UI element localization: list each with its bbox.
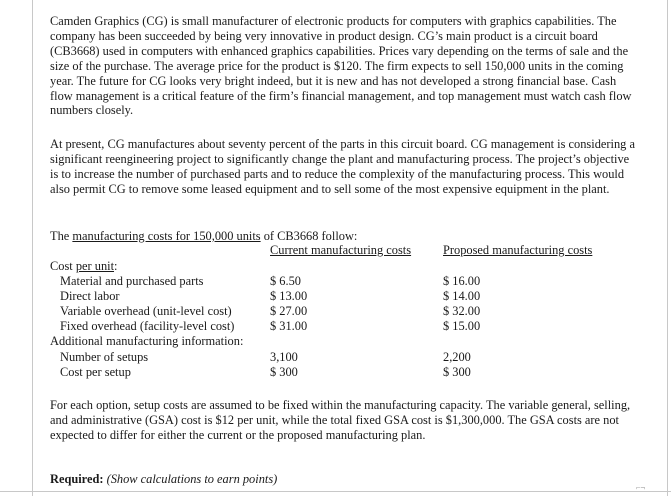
page-border-left — [32, 0, 33, 496]
required-label: Required: — [50, 472, 104, 486]
row-proposed-value: $ 15.00 — [443, 319, 481, 333]
required-line — [50, 472, 277, 487]
cost-table-intro: The manufacturing costs for 150,000 units of CB3668 follow: — [50, 229, 358, 243]
row-current-value: $ 6.50 — [270, 274, 301, 288]
row-label: Direct labor — [60, 289, 120, 303]
column-header-proposed: Proposed manufacturing costs — [443, 243, 593, 257]
row-label: Fixed overhead (facility-level cost) — [60, 319, 235, 333]
row-current-value: $ 13.00 — [270, 289, 308, 303]
row-proposed-value: 2,200 — [443, 350, 471, 364]
row-proposed-value: $ 16.00 — [443, 274, 481, 288]
paragraph-company-overview: Camden Graphics (CG) is small manufacturer of electronic products for computers with graphics capabilities. The company has been succeeded by being very innovative in product design. CG’s main product is a circuit board (CB3668) used in computers with enhanced graphics capabilities. Prices vary depending on the terms of sale and the size of the purchase. The average price for the product is $120. The firm expects to sell 150,000 units in the coming year. The future for CG looks very bright indeed, but it is new and has not developed a strong financial base. Cash flow management is a critical feature of the firm’s financial management, and top management must watch cash flow numbers closely. — [50, 14, 632, 118]
row-current-value: $ 31.00 — [270, 319, 308, 333]
corner-resize-mark: ⌐¬ — [636, 483, 646, 492]
page-border-bottom — [0, 491, 671, 492]
cost-per-unit-header: Cost per unit: — [50, 259, 118, 273]
column-header-current: Current manufacturing costs — [270, 243, 412, 257]
row-label: Material and purchased parts — [60, 274, 204, 288]
row-current-value: $ 300 — [270, 365, 298, 379]
row-current-value: $ 27.00 — [270, 304, 308, 318]
paragraph-reengineering-project: At present, CG manufactures about seventy percent of the parts in this circuit board. CG management is considering a significant reengineering project to significantly change the plant and manufacturing process. The project’s objective is to increase the number of purchased parts and to reduce the complexity of the manufacturing process. This would also permit CG to remove some leased equipment and to sell some of the most expensive equipment in the plant. — [50, 137, 635, 196]
intro-underlined-phrase: manufacturing costs for 150,000 units — [72, 229, 261, 243]
row-label: Number of setups — [60, 350, 149, 364]
paragraph-gsa-costs: For each option, setup costs are assumed to be fixed within the manufacturing capacity. The variable general, selling, and administrative (GSA) cost is $12 per unit, while the total fixed GSA cost is $1,300,000. The GSA costs are not expected to differ for either the current or the proposed manufacturing plan. — [50, 398, 631, 442]
row-current-value: 3,100 — [270, 350, 298, 364]
row-proposed-value: $ 300 — [443, 365, 471, 379]
row-proposed-value: $ 32.00 — [443, 304, 481, 318]
row-label: Variable overhead (unit-level cost) — [60, 304, 232, 318]
required-note: (Show calculations to earn points) — [106, 472, 278, 486]
additional-info-header: Additional manufacturing information: — [50, 334, 244, 348]
row-label: Cost per setup — [60, 365, 131, 379]
row-proposed-value: $ 14.00 — [443, 289, 481, 303]
page-border-right — [667, 0, 668, 496]
